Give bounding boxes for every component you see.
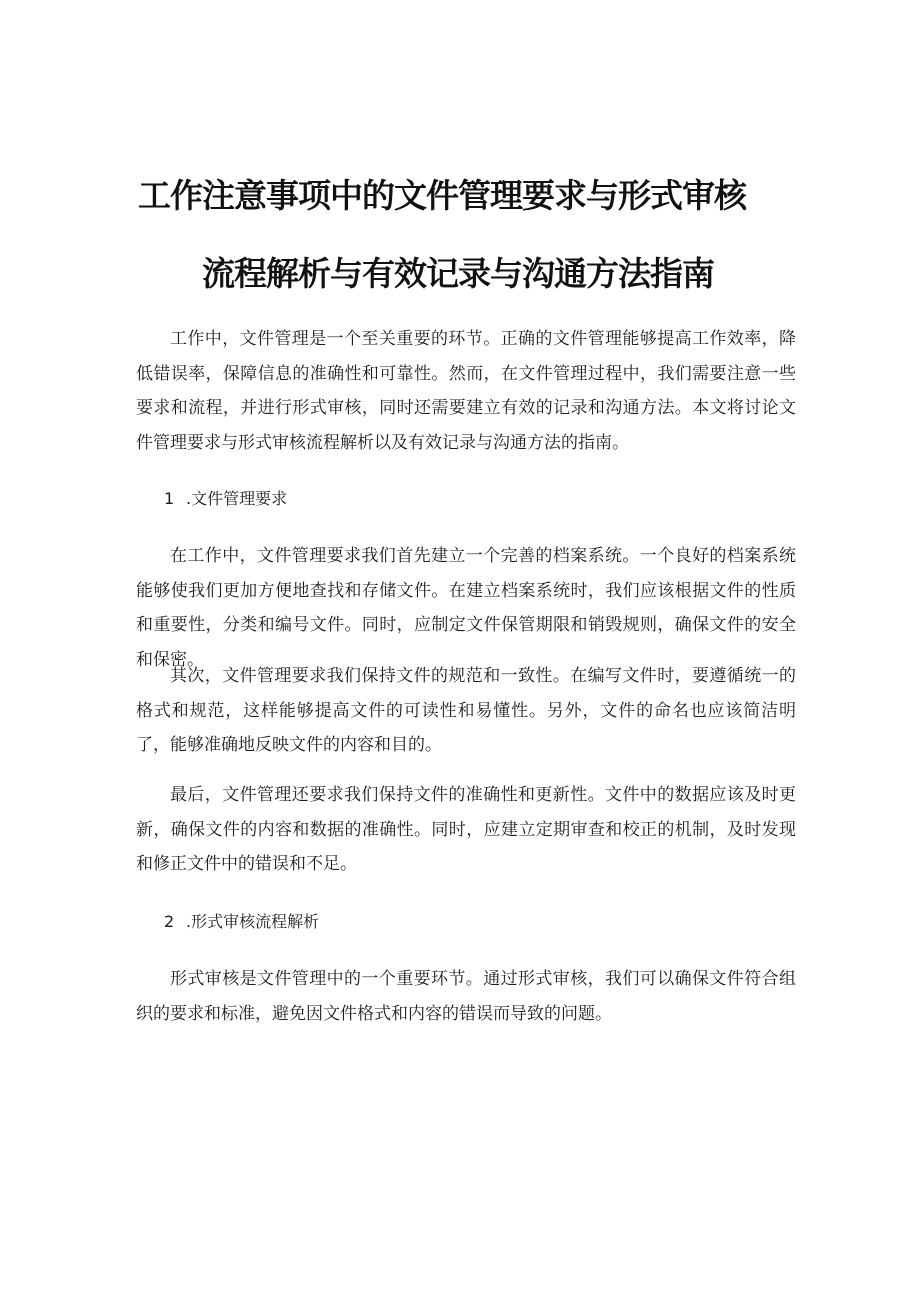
section-2-number: 2 — [164, 912, 175, 931]
section-1-number: 1 — [164, 489, 175, 508]
section-1-paragraph-3: 最后，文件管理还要求我们保持文件的准确性和更新性。文件中的数据应该及时更新，确保文件的内容和数据的准确性。同时，应建立定期审查和校正的机制，及时发现和修正文件中的错误和不足。 — [136, 785, 796, 875]
intro-paragraph: 工作中，文件管理是一个至关重要的环节。正确的文件管理能够提高工作效率，降低错误率，保障信息的准确性和可靠性。然而，在文件管理过程中，我们需要注意一些要求和流程，并进行形式审核，同时还需要建立有效的记录和沟通方法。本文将讨论文件管理要求与形式审核流程解析以及有效记录与沟通方法的指南。 — [136, 329, 796, 453]
section-1-title: .文件管理要求 — [186, 489, 288, 508]
section-1-paragraph-2: 其次，文件管理要求我们保持文件的规范和一致性。在编写文件时，要遵循统一的格式和规范，这样能够提高文件的可读性和易懂性。另外，文件的命名也应该简洁明了，能够准确地反映文件的内容和目的。 — [136, 666, 796, 756]
section-1-heading — [164, 487, 287, 511]
section-2-heading — [164, 910, 319, 934]
section-2-title: .形式审核流程解析 — [186, 912, 320, 931]
document-title-line-1: 工作注意事项中的文件管理要求与形式审核 — [138, 176, 746, 215]
section-2-paragraph-1: 形式审核是文件管理中的一个重要环节。通过形式审核，我们可以确保文件符合组织的要求和标准，避免因文件格式和内容的错误而导致的问题。 — [136, 969, 796, 1024]
section-1-paragraph-1: 在工作中，文件管理要求我们首先建立一个完善的档案系统。一个良好的档案系统能够使我们更加方便地查找和存储文件。在建立档案系统时，我们应该根据文件的性质和重要性，分类和编号文件。同时，应制定文件保管期限和销毁规则，确保文件的安全和保密。 — [136, 546, 796, 670]
document-title-line-2: 流程解析与有效记录与沟通方法指南 — [202, 254, 714, 293]
